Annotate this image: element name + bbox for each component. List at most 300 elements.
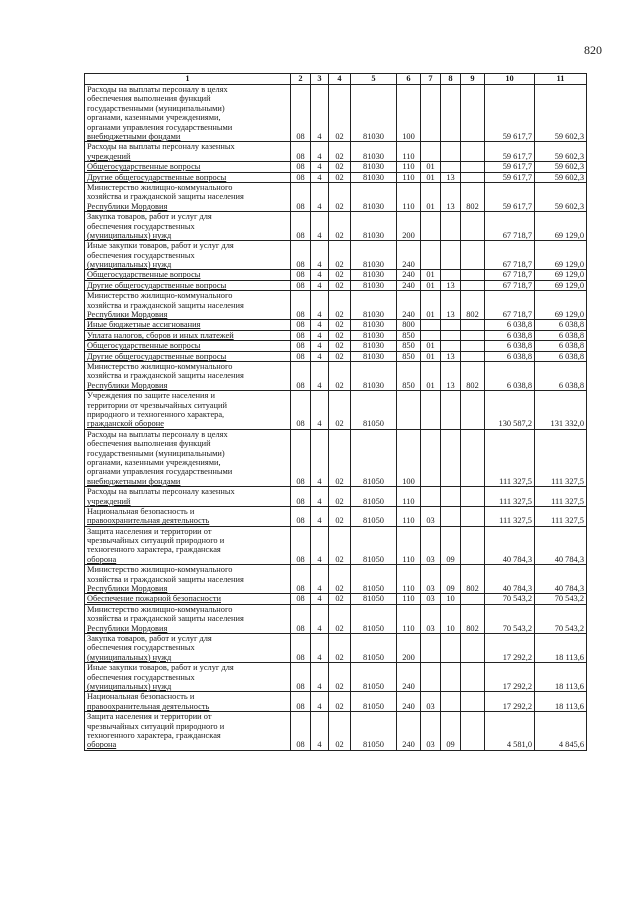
table-row [85, 351, 587, 361]
amount-cell: 111 327,5 [485, 429, 535, 486]
table-row [85, 280, 587, 290]
row-name-line: хозяйства и гражданской защиты населения [87, 192, 244, 202]
code-cell: 110 [397, 526, 421, 565]
code-cell: 4 [311, 712, 329, 751]
row-name-line: обеспечения государственных [87, 221, 195, 231]
column-header: 6 [397, 74, 421, 85]
code-cell: 02 [329, 270, 351, 280]
code-cell [441, 506, 461, 526]
code-cell [421, 212, 441, 241]
table-row [85, 429, 587, 486]
code-cell: 110 [397, 487, 421, 507]
amount-cell: 111 327,5 [535, 506, 587, 526]
row-name-line: Республики Мордовия [87, 584, 168, 594]
code-cell: 81030 [351, 182, 397, 211]
code-cell [461, 162, 485, 172]
code-cell: 08 [291, 142, 311, 162]
code-cell: 10 [441, 604, 461, 633]
code-cell: 02 [329, 351, 351, 361]
row-name [85, 212, 291, 241]
code-cell [461, 142, 485, 162]
column-header: 7 [421, 74, 441, 85]
row-name-line: хозяйства и гражданской защиты населения [87, 371, 244, 381]
column-header: 2 [291, 74, 311, 85]
code-cell: 4 [311, 526, 329, 565]
amount-cell: 59 617,7 [485, 142, 535, 162]
code-cell: 08 [291, 594, 311, 604]
code-cell: 02 [329, 604, 351, 633]
row-name-line: Закупка товаров, работ и услуг для [87, 634, 212, 644]
code-cell: 01 [421, 362, 441, 391]
code-cell: 81030 [351, 212, 397, 241]
code-cell: 81030 [351, 341, 397, 351]
code-cell: 81050 [351, 712, 397, 751]
code-cell: 08 [291, 330, 311, 340]
row-name-line: государственными (муниципальными) [87, 103, 225, 113]
row-name-line: природного и техногенного характера, [87, 410, 225, 420]
row-name-line: (муниципальных) нужд [87, 652, 172, 662]
code-cell: 13 [441, 182, 461, 211]
table-row [85, 565, 587, 594]
row-name-line: Республики Мордовия [87, 201, 168, 211]
amount-cell: 59 617,7 [485, 172, 535, 182]
table-row [85, 270, 587, 280]
table-row [85, 391, 587, 430]
code-cell: 08 [291, 241, 311, 270]
table-row [85, 341, 587, 351]
code-cell: 81030 [351, 362, 397, 391]
code-cell: 802 [461, 565, 485, 594]
code-cell: 08 [291, 341, 311, 351]
row-name [85, 85, 291, 142]
code-cell [461, 341, 485, 351]
row-name-line: внебюджетными фондами [87, 131, 181, 141]
code-cell [461, 320, 485, 330]
row-name-line: (муниципальных) нужд [87, 681, 172, 691]
table-row [85, 634, 587, 663]
row-name [85, 280, 291, 290]
code-cell: 01 [421, 341, 441, 351]
code-cell: 10 [441, 594, 461, 604]
amount-cell: 70 543,2 [535, 594, 587, 604]
table-row [85, 162, 587, 172]
row-name [85, 526, 291, 565]
row-name [85, 663, 291, 692]
code-cell: 240 [397, 280, 421, 290]
row-name [85, 594, 291, 604]
amount-cell: 59 602,3 [535, 172, 587, 182]
column-header: 8 [441, 74, 461, 85]
code-cell: 802 [461, 182, 485, 211]
code-cell [441, 429, 461, 486]
row-name-line: Другие общегосударственные вопросы [87, 280, 227, 290]
code-cell: 81030 [351, 241, 397, 270]
code-cell [421, 142, 441, 162]
code-cell: 02 [329, 565, 351, 594]
code-cell: 110 [397, 604, 421, 633]
row-name [85, 487, 291, 507]
code-cell: 08 [291, 663, 311, 692]
code-cell: 4 [311, 663, 329, 692]
code-cell: 13 [441, 172, 461, 182]
table-row [85, 142, 587, 162]
table-row [85, 712, 587, 751]
code-cell: 01 [421, 182, 441, 211]
code-cell [441, 487, 461, 507]
code-cell [441, 162, 461, 172]
table-row [85, 85, 587, 142]
budget-table [84, 73, 587, 751]
amount-cell: 69 129,0 [535, 280, 587, 290]
row-name-line: обеспечения государственных [87, 250, 195, 260]
code-cell: 81030 [351, 142, 397, 162]
table-row [85, 291, 587, 320]
column-header: 9 [461, 74, 485, 85]
code-cell: 110 [397, 182, 421, 211]
code-cell: 08 [291, 280, 311, 290]
code-cell: 01 [421, 291, 441, 320]
row-name [85, 565, 291, 594]
code-cell [441, 663, 461, 692]
row-name-line: (муниципальных) нужд [87, 260, 172, 270]
amount-cell: 130 587,2 [485, 391, 535, 430]
code-cell: 4 [311, 142, 329, 162]
amount-cell: 69 129,0 [535, 270, 587, 280]
row-name-line: учреждений [87, 496, 131, 506]
row-name-line: Министерство жилищно-коммунального [87, 362, 233, 372]
code-cell: 08 [291, 212, 311, 241]
amount-cell: 40 784,3 [535, 526, 587, 565]
row-name [85, 341, 291, 351]
column-header: 4 [329, 74, 351, 85]
row-name [85, 182, 291, 211]
code-cell: 850 [397, 330, 421, 340]
header-row [85, 74, 587, 85]
code-cell [421, 320, 441, 330]
code-cell: 02 [329, 526, 351, 565]
row-name-line: техногенного характера, гражданская [87, 730, 221, 740]
code-cell: 02 [329, 362, 351, 391]
row-name-line: обеспечения государственных [87, 643, 195, 653]
row-name-line: (муниципальных) нужд [87, 230, 172, 240]
code-cell: 02 [329, 280, 351, 290]
code-cell: 08 [291, 351, 311, 361]
code-cell: 09 [441, 526, 461, 565]
row-name-line: внебюджетными фондами [87, 476, 181, 486]
code-cell: 81030 [351, 162, 397, 172]
row-name-line: Обеспечение пожарной безопасности [87, 594, 222, 604]
code-cell: 4 [311, 362, 329, 391]
table-body [85, 85, 587, 751]
code-cell: 08 [291, 182, 311, 211]
code-cell [421, 241, 441, 270]
code-cell [461, 391, 485, 430]
table-row [85, 663, 587, 692]
row-name-line: правоохранительная деятельность [87, 701, 210, 711]
amount-cell: 6 038,8 [485, 320, 535, 330]
code-cell: 08 [291, 391, 311, 430]
column-header: 11 [535, 74, 587, 85]
code-cell: 4 [311, 270, 329, 280]
row-name-line: оборона [87, 740, 117, 750]
row-name-line: Расходы на выплаты персоналу казенных [87, 487, 235, 497]
code-cell: 03 [421, 712, 441, 751]
code-cell: 81030 [351, 291, 397, 320]
code-cell: 81030 [351, 172, 397, 182]
code-cell: 4 [311, 85, 329, 142]
amount-cell: 111 327,5 [535, 487, 587, 507]
code-cell: 08 [291, 712, 311, 751]
row-name-line: Закупка товаров, работ и услуг для [87, 212, 212, 222]
row-name [85, 320, 291, 330]
code-cell: 4 [311, 291, 329, 320]
code-cell [461, 692, 485, 712]
code-cell: 110 [397, 172, 421, 182]
code-cell [461, 172, 485, 182]
code-cell: 4 [311, 212, 329, 241]
amount-cell: 6 038,8 [535, 330, 587, 340]
amount-cell: 67 718,7 [485, 241, 535, 270]
row-name-line: Уплата налогов, сборов и иных платежей [87, 330, 234, 340]
code-cell: 240 [397, 663, 421, 692]
code-cell [441, 212, 461, 241]
code-cell: 02 [329, 341, 351, 351]
code-cell: 01 [421, 172, 441, 182]
code-cell: 4 [311, 391, 329, 430]
code-cell: 08 [291, 526, 311, 565]
code-cell: 110 [397, 506, 421, 526]
row-name [85, 692, 291, 712]
row-name-line: Иные бюджетные ассигнования [87, 320, 201, 330]
code-cell: 4 [311, 330, 329, 340]
amount-cell: 70 543,2 [535, 604, 587, 633]
code-cell: 81030 [351, 270, 397, 280]
row-name-line: территории от чрезвычайных ситуаций [87, 400, 227, 410]
amount-cell: 59 602,3 [535, 162, 587, 172]
code-cell [461, 212, 485, 241]
table-row [85, 506, 587, 526]
row-name-line: Общегосударственные вопросы [87, 270, 201, 280]
amount-cell: 67 718,7 [485, 291, 535, 320]
code-cell: 08 [291, 362, 311, 391]
column-header: 10 [485, 74, 535, 85]
row-name-line: чрезвычайных ситуаций природного и [87, 536, 225, 546]
code-cell [461, 634, 485, 663]
row-name [85, 172, 291, 182]
row-name-line: Национальная безопасность и [87, 506, 195, 516]
code-cell [441, 142, 461, 162]
row-name-line: Общегосударственные вопросы [87, 341, 201, 351]
code-cell: 81030 [351, 85, 397, 142]
row-name-line: Общегосударственные вопросы [87, 162, 201, 172]
row-name-line: органами управления государственными [87, 467, 233, 477]
row-name-line: Республики Мордовия [87, 623, 168, 633]
code-cell: 100 [397, 85, 421, 142]
code-cell: 03 [421, 604, 441, 633]
row-name [85, 162, 291, 172]
code-cell: 4 [311, 172, 329, 182]
code-cell: 13 [441, 291, 461, 320]
code-cell: 02 [329, 692, 351, 712]
code-cell: 81030 [351, 280, 397, 290]
code-cell: 01 [421, 351, 441, 361]
code-cell: 02 [329, 330, 351, 340]
code-cell: 02 [329, 241, 351, 270]
code-cell: 81050 [351, 594, 397, 604]
code-cell [397, 391, 421, 430]
amount-cell: 59 602,3 [535, 142, 587, 162]
row-name-line: Другие общегосударственные вопросы [87, 351, 227, 361]
code-cell: 08 [291, 506, 311, 526]
row-name [85, 506, 291, 526]
code-cell: 110 [397, 142, 421, 162]
code-cell: 08 [291, 487, 311, 507]
code-cell: 03 [421, 692, 441, 712]
code-cell: 240 [397, 241, 421, 270]
amount-cell: 6 038,8 [485, 362, 535, 391]
code-cell: 03 [421, 594, 441, 604]
row-name-line: органами, казенными учреждениями, [87, 113, 221, 123]
code-cell: 08 [291, 604, 311, 633]
code-cell: 4 [311, 280, 329, 290]
code-cell: 03 [421, 506, 441, 526]
code-cell: 4 [311, 182, 329, 211]
row-name [85, 429, 291, 486]
code-cell [441, 634, 461, 663]
row-name-line: Иные закупки товаров, работ и услуг для [87, 663, 234, 673]
row-name-line: Республики Мордовия [87, 310, 168, 320]
code-cell: 09 [441, 712, 461, 751]
code-cell: 08 [291, 565, 311, 594]
amount-cell: 6 038,8 [535, 320, 587, 330]
code-cell: 08 [291, 320, 311, 330]
code-cell: 81030 [351, 351, 397, 361]
amount-cell: 59 617,7 [485, 162, 535, 172]
code-cell: 240 [397, 712, 421, 751]
code-cell: 4 [311, 351, 329, 361]
amount-cell: 67 718,7 [485, 270, 535, 280]
row-name [85, 142, 291, 162]
row-name [85, 330, 291, 340]
table-row [85, 604, 587, 633]
amount-cell: 59 617,7 [485, 85, 535, 142]
code-cell: 110 [397, 594, 421, 604]
code-cell: 81050 [351, 526, 397, 565]
row-name-line: правоохранительная деятельность [87, 516, 210, 526]
code-cell: 850 [397, 341, 421, 351]
code-cell [461, 330, 485, 340]
code-cell: 08 [291, 692, 311, 712]
table-row [85, 182, 587, 211]
code-cell: 02 [329, 429, 351, 486]
code-cell: 01 [421, 280, 441, 290]
code-cell: 850 [397, 362, 421, 391]
code-cell: 240 [397, 291, 421, 320]
row-name [85, 604, 291, 633]
table-row [85, 692, 587, 712]
code-cell: 01 [421, 162, 441, 172]
code-cell: 4 [311, 506, 329, 526]
code-cell: 4 [311, 565, 329, 594]
code-cell [441, 85, 461, 142]
code-cell: 200 [397, 212, 421, 241]
table-row [85, 594, 587, 604]
code-cell: 02 [329, 391, 351, 430]
code-cell: 802 [461, 604, 485, 633]
amount-cell: 40 784,3 [485, 565, 535, 594]
code-cell: 02 [329, 172, 351, 182]
code-cell: 13 [441, 362, 461, 391]
code-cell: 08 [291, 162, 311, 172]
row-name [85, 712, 291, 751]
row-name [85, 270, 291, 280]
code-cell: 08 [291, 85, 311, 142]
code-cell [441, 391, 461, 430]
code-cell: 02 [329, 320, 351, 330]
code-cell [461, 594, 485, 604]
amount-cell: 40 784,3 [535, 565, 587, 594]
code-cell [421, 391, 441, 430]
row-name-line: чрезвычайных ситуаций природного и [87, 721, 225, 731]
row-name-line: органами управления государственными [87, 122, 233, 132]
amount-cell: 6 038,8 [535, 351, 587, 361]
row-name-line: Защита населения и территории от [87, 526, 212, 536]
table-row [85, 212, 587, 241]
row-name-line: Министерство жилищно-коммунального [87, 565, 233, 575]
code-cell: 81050 [351, 565, 397, 594]
code-cell: 02 [329, 663, 351, 692]
code-cell: 03 [421, 565, 441, 594]
amount-cell: 4 581,0 [485, 712, 535, 751]
amount-cell: 131 332,0 [535, 391, 587, 430]
code-cell: 02 [329, 487, 351, 507]
column-header: 3 [311, 74, 329, 85]
table-row [85, 330, 587, 340]
code-cell: 240 [397, 692, 421, 712]
row-name-line: Министерство жилищно-коммунального [87, 291, 233, 301]
code-cell [441, 320, 461, 330]
amount-cell: 17 292,2 [485, 634, 535, 663]
row-name-line: Защита населения и территории от [87, 712, 212, 722]
code-cell: 81030 [351, 320, 397, 330]
amount-cell: 59 602,3 [535, 182, 587, 211]
code-cell: 02 [329, 634, 351, 663]
amount-cell: 70 543,2 [485, 604, 535, 633]
row-name [85, 241, 291, 270]
code-cell [441, 341, 461, 351]
code-cell: 81050 [351, 391, 397, 430]
code-cell [461, 526, 485, 565]
code-cell: 02 [329, 212, 351, 241]
amount-cell: 59 617,7 [485, 182, 535, 211]
amount-cell: 111 327,5 [485, 506, 535, 526]
code-cell: 802 [461, 291, 485, 320]
code-cell: 08 [291, 634, 311, 663]
code-cell: 81030 [351, 330, 397, 340]
code-cell: 08 [291, 270, 311, 280]
code-cell: 02 [329, 594, 351, 604]
code-cell: 81050 [351, 692, 397, 712]
row-name-line: Расходы на выплаты персоналу в целях [87, 429, 228, 439]
table-row [85, 487, 587, 507]
row-name-line: гражданской обороне [87, 419, 164, 429]
code-cell: 4 [311, 487, 329, 507]
amount-cell: 111 327,5 [485, 487, 535, 507]
amount-cell: 18 113,6 [535, 634, 587, 663]
code-cell [461, 487, 485, 507]
amount-cell: 6 038,8 [535, 362, 587, 391]
code-cell: 81050 [351, 604, 397, 633]
